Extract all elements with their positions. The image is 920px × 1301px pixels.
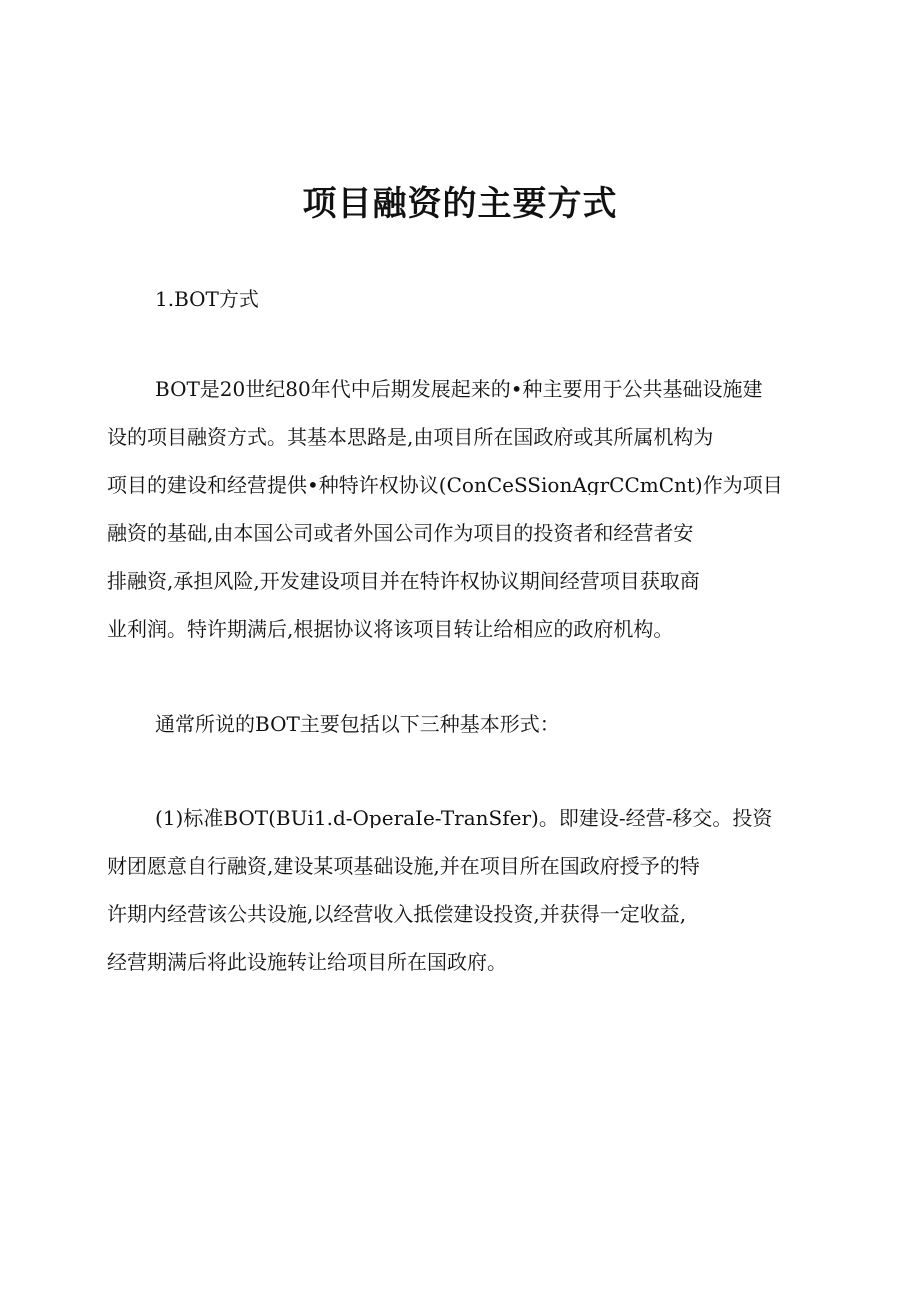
paragraph-line: 排融资,承担风险,开发建设项目并在特许权协议期间经营项目获取商 — [107, 571, 700, 591]
paragraph-line: 项目的建设和经营提供•种特许权协议(ConCeSSionAgrCCmCnt)作为项目 — [107, 475, 783, 495]
paragraph-line: 设的项目融资方式。其基本思路是,由项目所在国政府或其所属机构为 — [107, 427, 714, 447]
paragraph-line: 许期内经营该公共设施,以经营收入抵偿建设投资,并获得一定收益, — [107, 904, 687, 924]
paragraph-standard-bot — [107, 808, 817, 1000]
paragraph-line: 融资的基础,由本国公司或者外国公司作为项目的投资者和经营者安 — [107, 523, 694, 543]
document-title: 项目融资的主要方式 — [302, 184, 618, 224]
paragraph-line: 财团愿意自行融资,建设某项基础设施,并在项目所在国政府授予的特 — [107, 856, 700, 876]
paragraph-line: 通常所说的BOT主要包括以下三种基本形式： — [155, 714, 560, 734]
paragraph-line: (1)标准BOT(BUi1.d-OperaIe-TranSfer)。即建设-经营-移交。投资 — [155, 808, 773, 828]
paragraph-bot-forms-intro — [107, 714, 817, 734]
section-heading: 1.BOT方式 — [155, 287, 259, 311]
paragraph-line: 业利润。特许期满后,根据协议将该项目转让给相应的政府机构。 — [107, 619, 674, 639]
paragraph-line: BOT是20世纪80年代中后期发展起来的•种主要用于公共基础设施建 — [155, 379, 763, 399]
paragraph-line: 经营期满后将此设施转让给项目所在国政府。 — [107, 952, 507, 972]
paragraph-bot-definition — [107, 379, 817, 667]
